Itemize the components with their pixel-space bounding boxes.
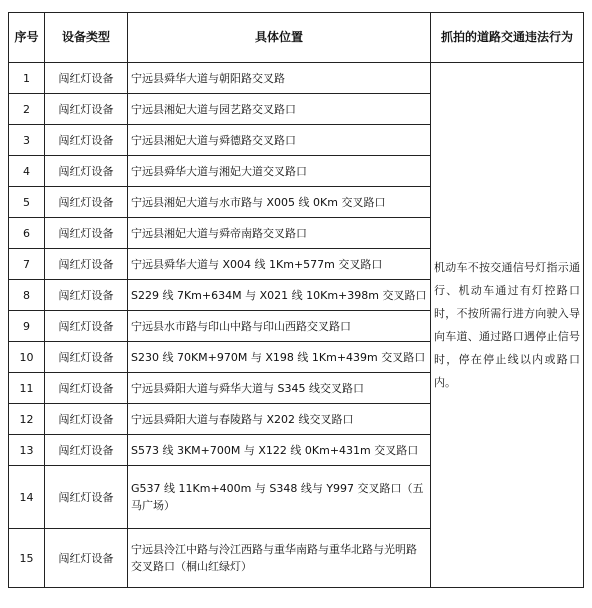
cell-serial-number: 10 bbox=[9, 342, 45, 373]
cell-serial-number: 5 bbox=[9, 187, 45, 218]
cell-location: 宁远县泠江中路与泠江西路与重华南路与重华北路与光明路交叉路口（桐山红绿灯） bbox=[128, 529, 431, 588]
cell-location: 宁远县舜阳大道与舜华大道与 S345 线交叉路口 bbox=[128, 373, 431, 404]
cell-device-type: 闯红灯设备 bbox=[45, 63, 128, 94]
cell-serial-number: 9 bbox=[9, 311, 45, 342]
header-location: 具体位置 bbox=[128, 13, 431, 63]
header-serial-number: 序号 bbox=[9, 13, 45, 63]
cell-device-type: 闯红灯设备 bbox=[45, 187, 128, 218]
cell-location: 宁远县湘妃大道与舜帝南路交叉路口 bbox=[128, 218, 431, 249]
cell-serial-number: 11 bbox=[9, 373, 45, 404]
cell-serial-number: 1 bbox=[9, 63, 45, 94]
cell-serial-number: 12 bbox=[9, 404, 45, 435]
cell-device-type: 闯红灯设备 bbox=[45, 280, 128, 311]
cell-serial-number: 13 bbox=[9, 435, 45, 466]
cell-location: G537 线 11Km+400m 与 S348 线与 Y997 交叉路口（五马广场） bbox=[128, 466, 431, 529]
cell-serial-number: 3 bbox=[9, 125, 45, 156]
cell-serial-number: 15 bbox=[9, 529, 45, 588]
cell-device-type: 闯红灯设备 bbox=[45, 311, 128, 342]
cell-location: 宁远县舜华大道与湘妃大道交叉路口 bbox=[128, 156, 431, 187]
cell-location: 宁远县舜华大道与朝阳路交叉路 bbox=[128, 63, 431, 94]
cell-device-type: 闯红灯设备 bbox=[45, 373, 128, 404]
cell-location: S573 线 3KM+700M 与 X122 线 0Km+431m 交叉路口 bbox=[128, 435, 431, 466]
cell-serial-number: 2 bbox=[9, 94, 45, 125]
cell-serial-number: 7 bbox=[9, 249, 45, 280]
cell-device-type: 闯红灯设备 bbox=[45, 466, 128, 529]
table-row bbox=[9, 63, 584, 94]
cell-device-type: 闯红灯设备 bbox=[45, 249, 128, 280]
cell-device-type: 闯红灯设备 bbox=[45, 529, 128, 588]
cell-location: S229 线 7Km+634M 与 X021 线 10Km+398m 交叉路口 bbox=[128, 280, 431, 311]
header-device-type: 设备类型 bbox=[45, 13, 128, 63]
cell-location: 宁远县舜华大道与 X004 线 1Km+577m 交叉路口 bbox=[128, 249, 431, 280]
cell-location: 宁远县湘妃大道与舜德路交叉路口 bbox=[128, 125, 431, 156]
cell-device-type: 闯红灯设备 bbox=[45, 218, 128, 249]
cell-device-type: 闯红灯设备 bbox=[45, 125, 128, 156]
cell-device-type: 闯红灯设备 bbox=[45, 435, 128, 466]
cell-serial-number: 8 bbox=[9, 280, 45, 311]
cell-serial-number: 4 bbox=[9, 156, 45, 187]
table-header-row bbox=[9, 13, 584, 63]
cell-device-type: 闯红灯设备 bbox=[45, 156, 128, 187]
header-violation: 抓拍的道路交通违法行为 bbox=[431, 13, 584, 63]
cell-location: 宁远县湘妃大道与水市路与 X005 线 0Km 交叉路口 bbox=[128, 187, 431, 218]
cell-location: 宁远县舜阳大道与春陵路与 X202 线交叉路口 bbox=[128, 404, 431, 435]
cell-serial-number: 6 bbox=[9, 218, 45, 249]
traffic-camera-table bbox=[8, 12, 584, 588]
cell-device-type: 闯红灯设备 bbox=[45, 94, 128, 125]
cell-location: 宁远县水市路与印山中路与印山西路交叉路口 bbox=[128, 311, 431, 342]
cell-location: 宁远县湘妃大道与园艺路交叉路口 bbox=[128, 94, 431, 125]
table-body bbox=[9, 63, 584, 588]
cell-location: S230 线 70KM+970M 与 X198 线 1Km+439m 交叉路口 bbox=[128, 342, 431, 373]
cell-device-type: 闯红灯设备 bbox=[45, 404, 128, 435]
cell-violation-description: 机动车不按交通信号灯指示通行、机动车通过有灯控路口时，不按所需行进方向驶入导向车道、通过路口遇停止信号时，停在停止线以内或路口内。 bbox=[431, 63, 584, 588]
cell-serial-number: 14 bbox=[9, 466, 45, 529]
cell-device-type: 闯红灯设备 bbox=[45, 342, 128, 373]
